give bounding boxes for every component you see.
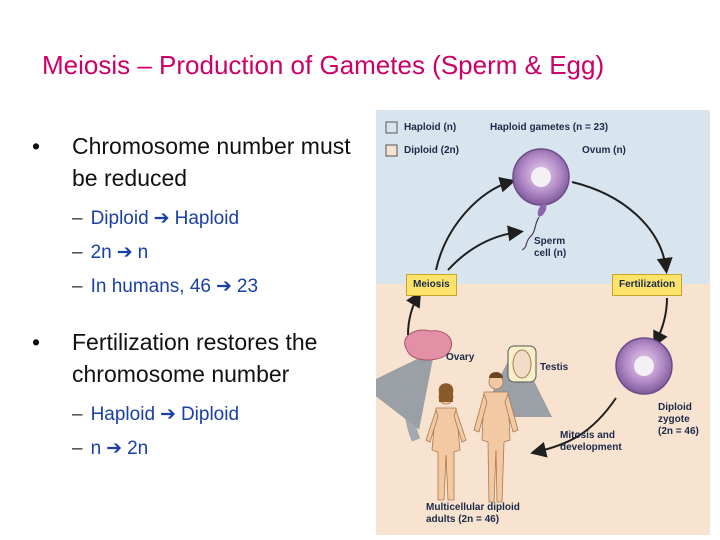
sub-bullet-diploid-haploid: [72, 202, 372, 236]
ovum-nucleus: [531, 167, 551, 187]
bullet-fertilization-restores: • Fertilization restores the chromosome number: [32, 326, 372, 390]
diploid-zygote-label: Diploid zygote (2n = 46): [658, 402, 699, 437]
legend-haploid-swatch: [386, 122, 397, 133]
mitosis-development-label: Mitosis and development: [560, 430, 622, 453]
sub-right: 23: [236, 276, 259, 297]
legend-diploid-swatch: [386, 145, 397, 156]
fertilization-label: Fertilization: [612, 274, 682, 296]
sub-left: n: [90, 438, 102, 459]
dash-glyph: –: [72, 438, 83, 459]
sub-bullet-2n-n: [72, 236, 372, 270]
zygote-nucleus: [634, 356, 654, 376]
bullet-list: [32, 130, 372, 466]
dash-glyph: –: [72, 242, 83, 263]
slide-title: Meiosis – Production of Gametes (Sperm & Egg): [42, 50, 605, 80]
testis-shape: [513, 350, 531, 378]
dash-glyph: –: [72, 276, 83, 297]
arrow-right-icon: ➔: [216, 276, 232, 297]
sub-left: 2n: [90, 242, 112, 263]
sub-right: n: [137, 242, 149, 263]
diploid-adults-label: Multicellular diploid adults (2n = 46): [426, 502, 520, 525]
sub-left: Diploid: [90, 208, 149, 229]
sub-bullet-humans: [72, 270, 372, 304]
sub-left: Haploid: [90, 404, 156, 425]
sub-list-restoration: [72, 398, 372, 466]
sub-right: Diploid: [180, 404, 240, 425]
legend-diploid-label: Diploid (2n): [404, 145, 459, 156]
life-cycle-diagram: [376, 110, 710, 535]
sub-bullet-haploid-diploid: [72, 398, 372, 432]
legend-haploid-label: Haploid (n): [404, 122, 457, 133]
ovary-label: Ovary: [446, 352, 475, 363]
sub-right: 2n: [127, 438, 149, 459]
arrow-right-icon: ➔: [153, 208, 170, 229]
arrow-right-icon: ➔: [106, 438, 123, 459]
sub-list-reduction: [72, 202, 372, 304]
dash-glyph: –: [72, 404, 83, 425]
testis-label: Testis: [540, 362, 569, 373]
dash-glyph: –: [72, 208, 83, 229]
arrow-right-icon: ➔: [116, 242, 133, 263]
sub-left: In humans, 46: [90, 276, 211, 297]
ovum-label: Ovum (n): [582, 145, 626, 156]
haploid-gametes-label: Haploid gametes (n = 23): [490, 122, 609, 133]
arrow-right-icon: ➔: [160, 404, 176, 425]
sperm-cell-label: Sperm cell (n): [534, 236, 567, 259]
sub-bullet-n-2n: [72, 432, 372, 466]
meiosis-label: Meiosis: [406, 274, 457, 296]
diagram-graphics: [376, 110, 710, 535]
sub-right: Haploid: [174, 208, 240, 229]
ovary-shape: [405, 330, 452, 360]
bullet-chromosome-reduced: • Chromosome number must be reduced: [32, 130, 372, 194]
